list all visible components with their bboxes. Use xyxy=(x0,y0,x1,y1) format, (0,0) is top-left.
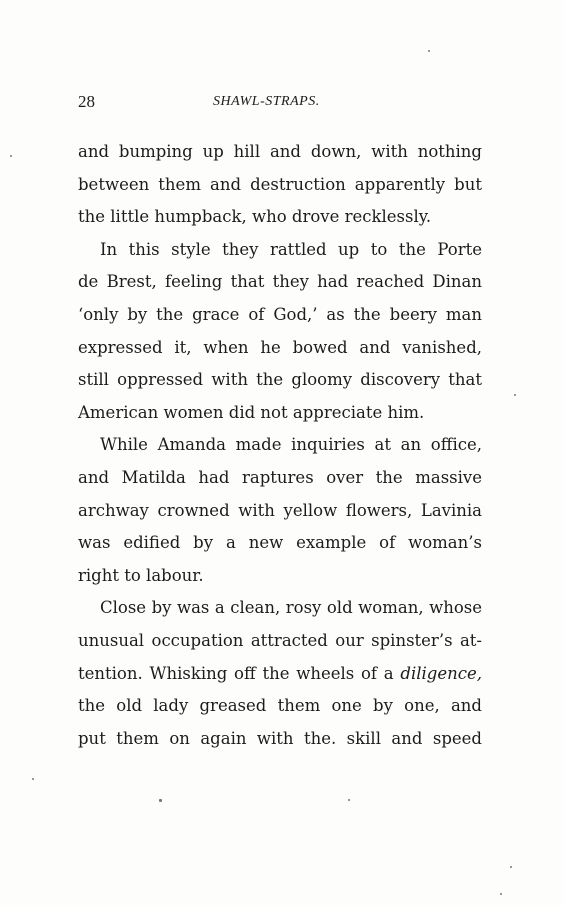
text-line-with-italic xyxy=(78,658,482,691)
scan-speck xyxy=(159,799,162,802)
text-line: American women did not appreciate him. xyxy=(78,402,425,422)
running-head xyxy=(78,92,483,114)
text-line: was edified by a new example of woman’s xyxy=(78,533,482,553)
page-number: 28 xyxy=(78,92,95,111)
text-line: put them on again with the. skill and speed xyxy=(78,728,482,748)
text-line: In this style they rattled up to the Porte xyxy=(100,239,482,259)
scan-speck xyxy=(428,50,430,52)
text-line: between them and destruction apparently but xyxy=(78,174,482,194)
text-line: expressed it, when he bowed and vanished, xyxy=(78,337,482,357)
body-text xyxy=(78,136,482,755)
text-line: Close by was a clean, rosy old woman, whose xyxy=(100,598,482,618)
text-line: the little humpback, who drove recklessly. xyxy=(78,207,432,227)
text-line: right to labour. xyxy=(78,565,204,585)
scan-speck xyxy=(500,893,502,895)
text-line: de Brest, feeling that they had reached Dinan xyxy=(78,272,482,292)
scan-speck xyxy=(514,394,516,396)
text-line: archway crowned with yellow flowers, Lavinia xyxy=(78,500,482,520)
text-line: While Amanda made inquiries at an office, xyxy=(100,435,482,455)
text-line: unusual occupation attracted our spinster’s at- xyxy=(78,630,482,650)
scan-speck xyxy=(348,799,350,801)
scan-speck xyxy=(510,866,512,868)
text-fragment: tention. Whisking off the wheels of a xyxy=(78,663,401,683)
text-line: still oppressed with the gloomy discovery that xyxy=(78,370,482,390)
running-title: SHAWL-STRAPS. xyxy=(213,94,320,109)
text-line: and bumping up hill and down, with nothing xyxy=(78,142,482,161)
italic-word: diligence, xyxy=(400,663,482,683)
text-line: and Matilda had raptures over the massive xyxy=(78,467,482,487)
text-line: the old lady greased them one by one, and xyxy=(78,696,482,716)
scan-speck xyxy=(10,155,12,157)
scan-speck xyxy=(32,778,34,780)
text-line: ‘only by the grace of God,’ as the beery man xyxy=(78,304,482,324)
